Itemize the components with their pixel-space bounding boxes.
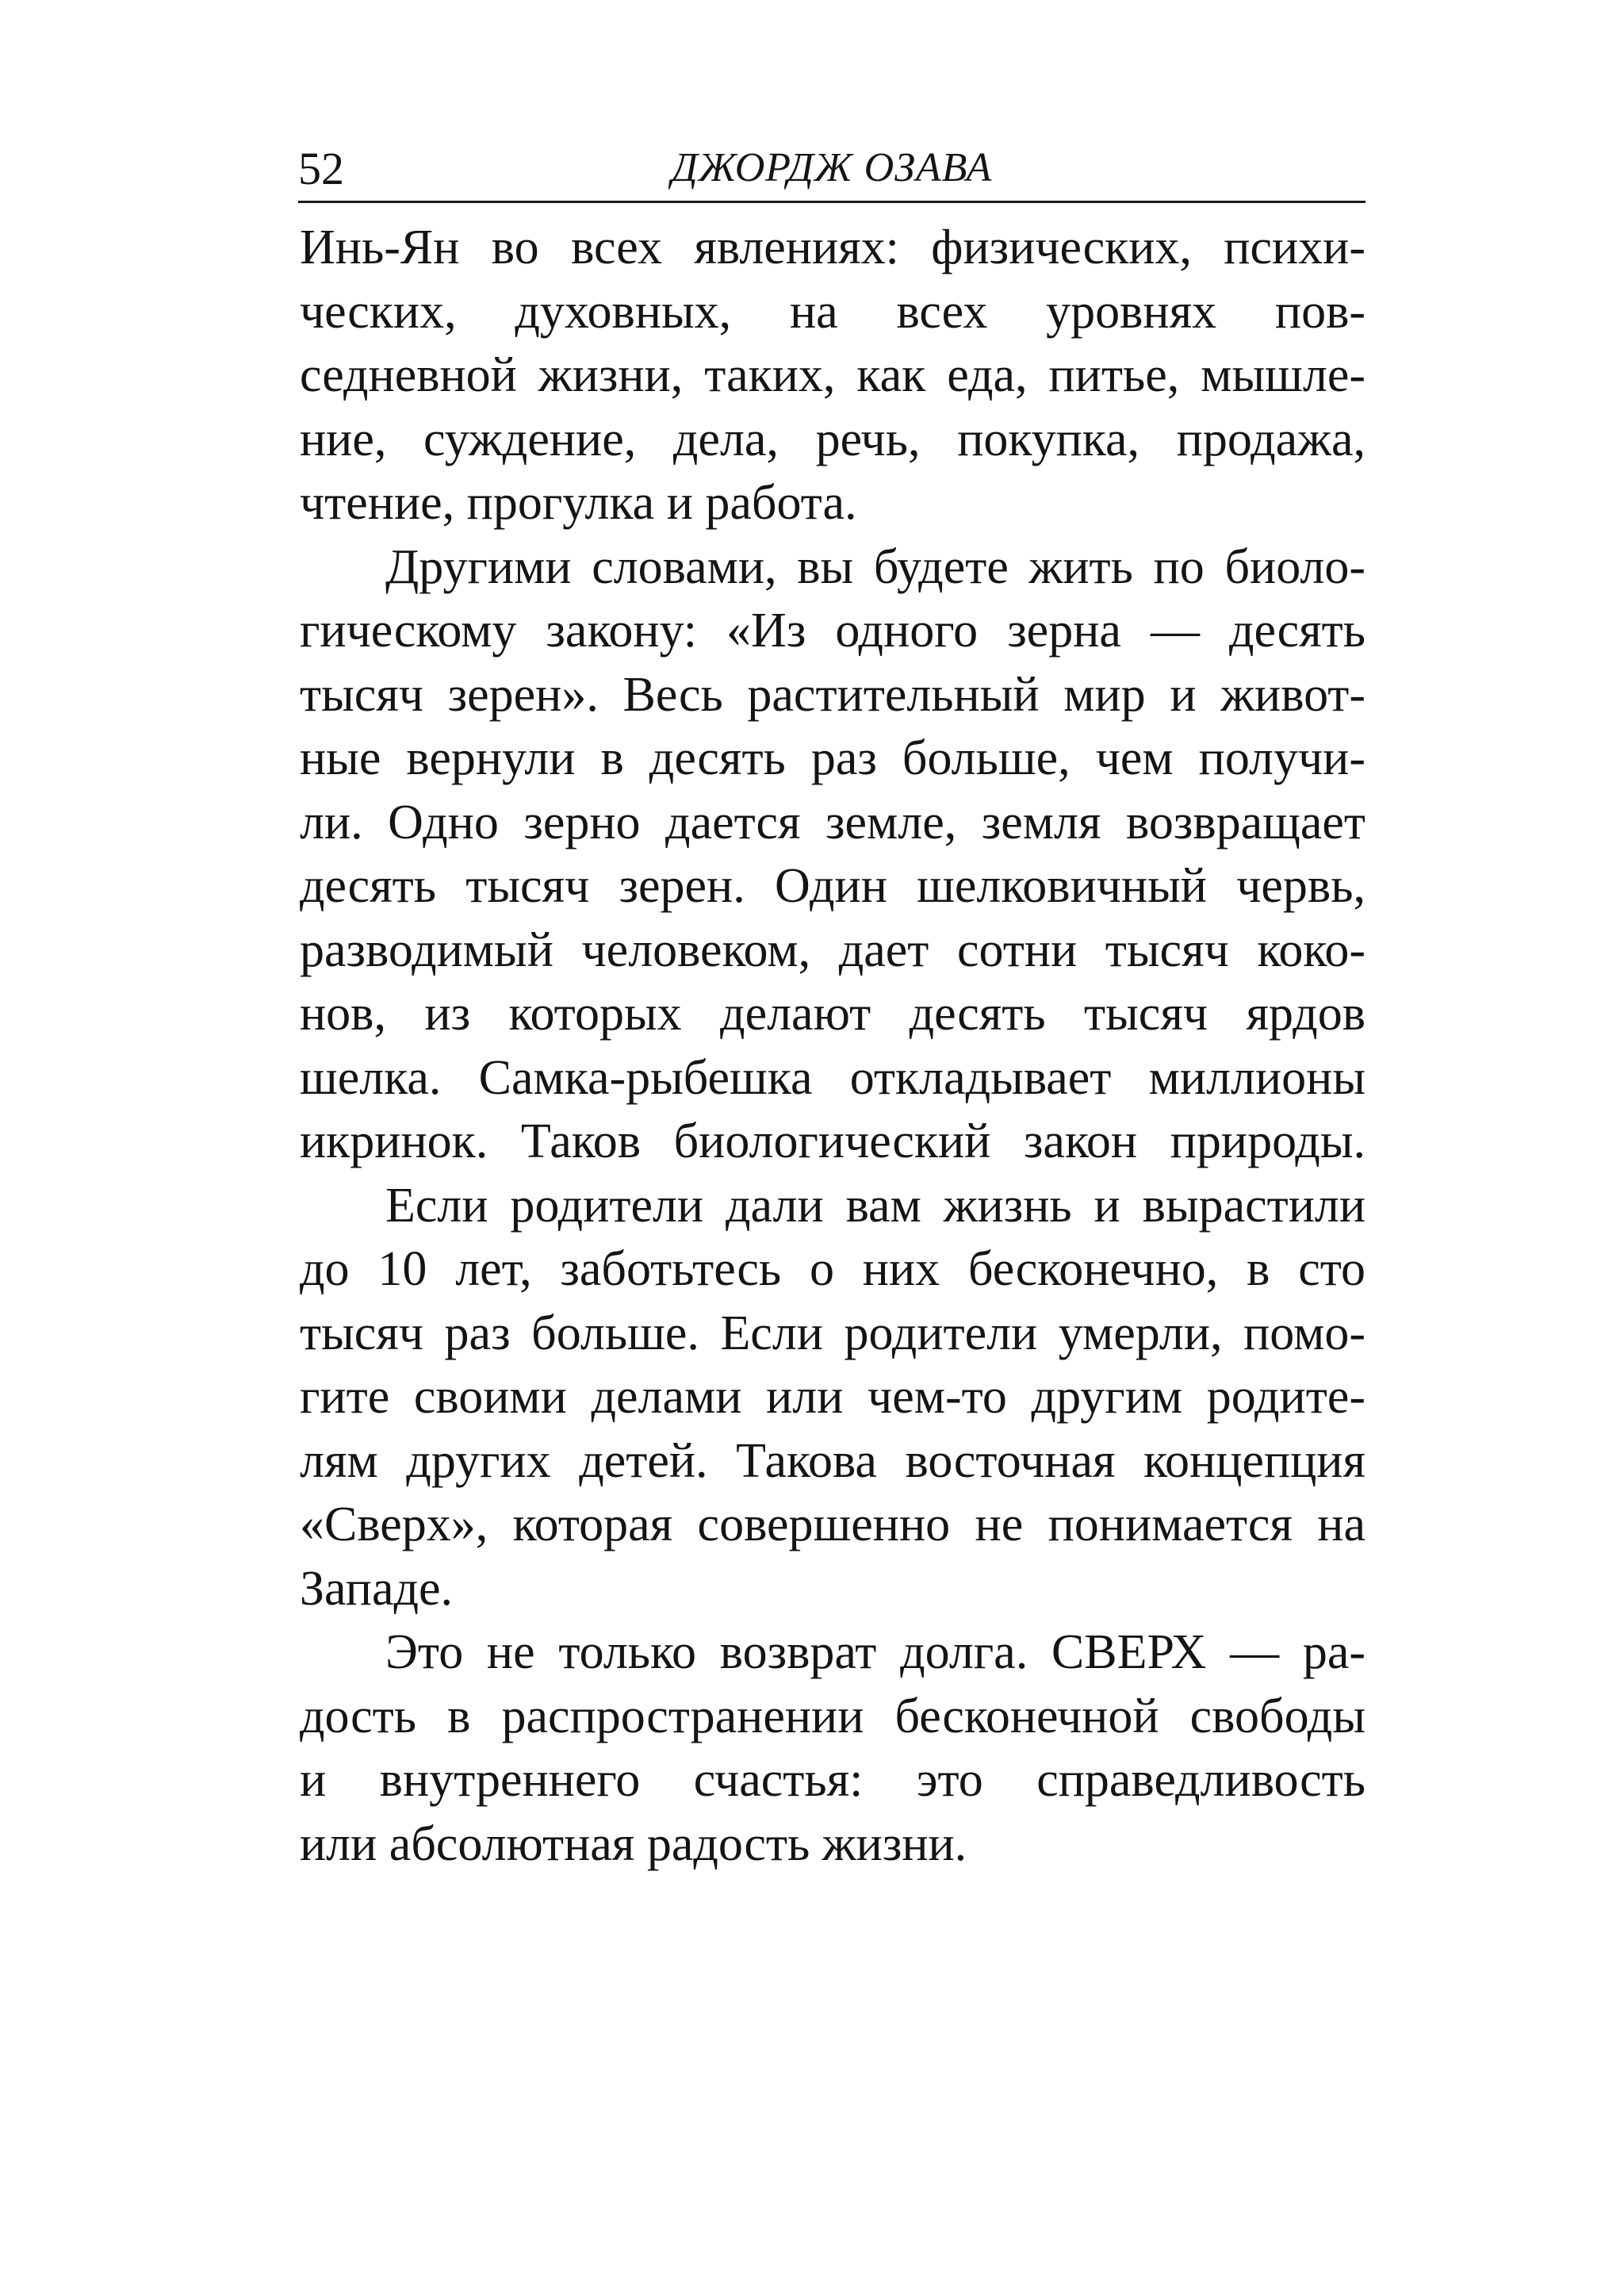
header-rule <box>298 201 1365 203</box>
running-head <box>298 141 1365 205</box>
text-line: седневной жизни, таких, как еда, питье, мышле- <box>300 348 1365 402</box>
text-line: ние, суждение, дела, речь, покупка, продажа, <box>300 412 1365 466</box>
text-line: тысяч зерен». Весь растительный мир и живот- <box>300 667 1365 722</box>
text-line: Другими словами, вы будете жить по биоло- <box>385 539 1365 594</box>
text-line: шелка. Самка-рыбешка откладывает миллионы <box>300 1050 1365 1105</box>
text-line: ли. Одно зерно дается земле, земля возвращает <box>300 795 1365 849</box>
text-line: и внутреннего счастья: это справедливость <box>300 1753 1365 1807</box>
body-text <box>300 216 1365 1876</box>
text-line: дость в распространении бесконечной свободы <box>300 1689 1365 1743</box>
text-line: разводимый человеком, дает сотни тысяч коко- <box>300 922 1365 977</box>
text-line: икринок. Таков биологический закон природы. <box>300 1114 1365 1168</box>
text-line: тысяч раз больше. Если родители умерли, помо- <box>300 1306 1365 1360</box>
text-line: «Сверх», которая совершенно не понимается на <box>300 1498 1365 1551</box>
text-line: ческих, духовных, на всех уровнях пов- <box>300 284 1365 339</box>
text-line: лям других детей. Такова восточная концепция <box>300 1433 1365 1488</box>
text-line: Если родители дали вам жизнь и вырастили <box>385 1178 1365 1233</box>
text-line: нов, из которых делают десять тысяч ярдов <box>300 987 1365 1041</box>
text-line: Западе. <box>300 1561 454 1616</box>
text-line: гическому закону: «Из одного зерна — десять <box>300 604 1365 658</box>
text-line: Инь-Ян во всех явлениях: физических, психи- <box>300 221 1365 274</box>
text-line: или абсолютная радость жизни. <box>300 1816 967 1871</box>
text-line: чтение, прогулка и работа. <box>300 476 857 530</box>
text-line: ные вернули в десять раз больше, чем получи- <box>300 731 1365 785</box>
text-line: до 10 лет, заботьтесь о них бесконечно, в сто <box>300 1242 1365 1296</box>
text-line: Это не только возврат долга. СВЕРХ — ра- <box>385 1625 1365 1679</box>
text-line: десять тысяч зерен. Один шелковичный червь, <box>300 859 1365 913</box>
running-head-author: ДЖОРДЖ ОЗАВА <box>671 145 993 190</box>
page-number: 52 <box>298 143 344 194</box>
text-line: гите своими делами или чем-то другим родите- <box>300 1370 1365 1424</box>
